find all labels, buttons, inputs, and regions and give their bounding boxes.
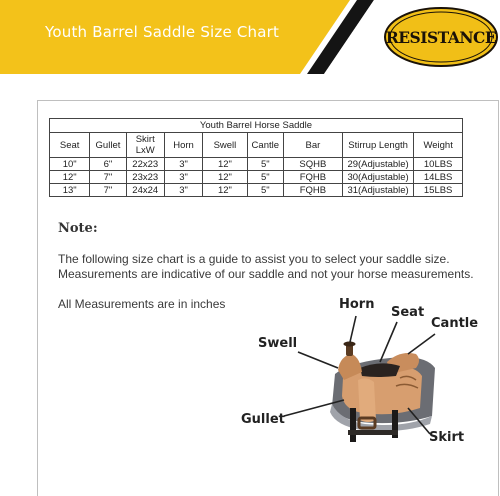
table-cell: FQHB (283, 184, 342, 197)
column-header: Swell (203, 133, 248, 158)
table-cell: 24x24 (126, 184, 164, 197)
column-header: Gullet (90, 133, 126, 158)
cantle-label: Cantle (431, 316, 479, 331)
table-row (50, 158, 463, 171)
column-header: Cantle (247, 133, 283, 158)
table-cell: 10" (50, 158, 90, 171)
note-line: Measurements are indicative of our saddle and not your horse measurements. (58, 267, 474, 281)
skirt-header-line: Skirt LxW (135, 134, 155, 156)
table-header-row (50, 133, 463, 158)
table-caption: Youth Barrel Horse Saddle (50, 119, 463, 133)
table-cell: 7" (90, 171, 126, 184)
table-cell: 3" (164, 184, 202, 197)
table-cell: 3" (164, 171, 202, 184)
table-cell: 12" (203, 158, 248, 171)
table-cell: 5" (247, 158, 283, 171)
swell-label: Swell (258, 336, 298, 351)
table-row (50, 171, 463, 184)
horn-label: Horn (339, 297, 375, 312)
table-cell: 10LBS (414, 158, 463, 171)
column-header: Seat (50, 133, 90, 158)
brand-logo (383, 6, 499, 68)
table-cell: 14LBS (414, 171, 463, 184)
table-cell: 12" (203, 171, 248, 184)
table-cell: 7" (90, 184, 126, 197)
column-header: Stirrup Length (342, 133, 413, 158)
note-line: The following size chart is a guide to assist you to select your saddle size. (58, 252, 450, 266)
page-title: Youth Barrel Saddle Size Chart (45, 23, 280, 41)
column-header: Horn (164, 133, 202, 158)
skirt-label: Skirt (429, 430, 465, 445)
header (0, 0, 500, 74)
table-cell: 15LBS (414, 184, 463, 197)
measurement-note: All Measurements are in inches (58, 297, 226, 311)
table-cell: 5" (247, 184, 283, 197)
column-header: Weight (414, 133, 463, 158)
table-cell: FQHB (283, 171, 342, 184)
column-header: Bar (283, 133, 342, 158)
table-cell: 3" (164, 158, 202, 171)
table-cell: 12" (203, 184, 248, 197)
table-cell: 22x23 (126, 158, 164, 171)
table-cell: 5" (247, 171, 283, 184)
table-row (50, 184, 463, 197)
table-cell: 29(Adjustable) (342, 158, 413, 171)
table-cell: SQHB (283, 158, 342, 171)
seat-label: Seat (391, 305, 425, 320)
table-cell: 6" (90, 158, 126, 171)
saddle-diagram (240, 296, 500, 456)
table-cell: 12" (50, 171, 90, 184)
size-table (49, 118, 463, 197)
logo-wordmark: RESISTANCE (385, 27, 497, 47)
gullet-label: Gullet (241, 412, 285, 427)
column-header (126, 133, 164, 158)
note-heading: Note: (58, 221, 98, 236)
table-cell: 31(Adjustable) (342, 184, 413, 197)
table-cell: 30(Adjustable) (342, 171, 413, 184)
table-cell: 13" (50, 184, 90, 197)
table-cell: 23x23 (126, 171, 164, 184)
